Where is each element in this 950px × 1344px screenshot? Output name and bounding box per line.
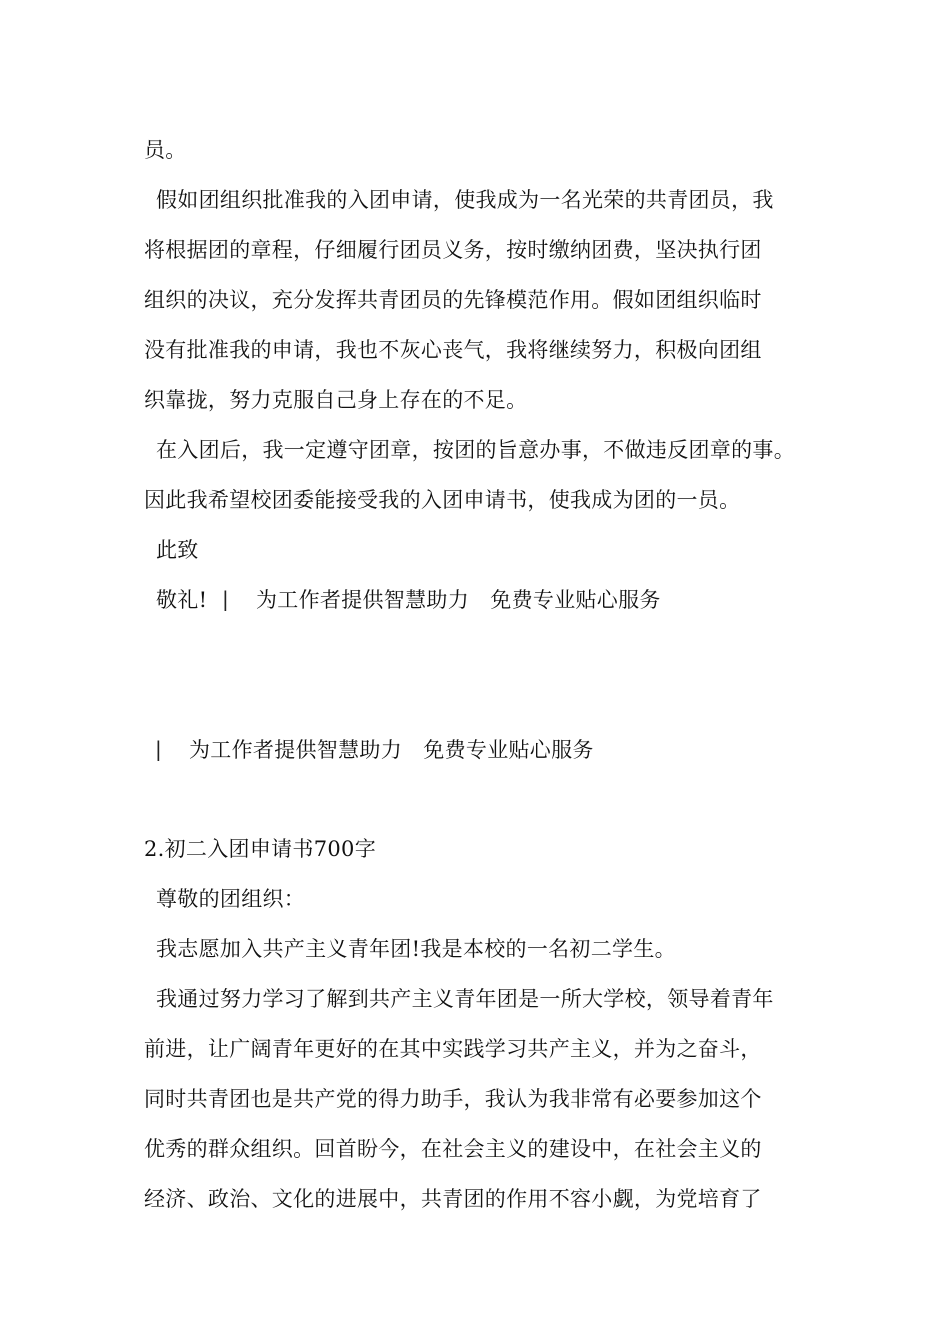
paragraph-line: 员。 xyxy=(144,138,187,162)
paragraph-line: 我志愿加入共产主义青年团!我是本校的一名初二学生。 xyxy=(156,937,676,961)
paragraph-line: 前进，让广阔青年更好的在其中实践学习共产主义，并为之奋斗， xyxy=(144,1037,762,1061)
paragraph-line: 经济、政治、文化的进展中，共青团的作用不容小觑，为党培育了 xyxy=(144,1187,762,1211)
paragraph-line: 同时共青团也是共产党的得力助手，我认为我非常有必要参加这个 xyxy=(144,1087,762,1111)
paragraph-line: 没有批准我的申请，我也不灰心丧气，我将继续努力，积极向团组 xyxy=(144,338,762,362)
closing-salutation: 此致 xyxy=(156,538,199,562)
paragraph-line: 组织的决议，充分发挥共青团员的先锋模范作用。假如团组织临时 xyxy=(144,288,762,312)
paragraph-line: 将根据团的章程，仔细履行团员义务，按时缴纳团费，坚决执行团 xyxy=(144,238,762,262)
banner-separator: | xyxy=(155,737,162,761)
paragraph-line: 我通过努力学习了解到共产主义青年团是一所大学校，领导着青年 xyxy=(156,987,774,1011)
letter-greeting: 尊敬的团组织： xyxy=(156,887,306,911)
section-title: 2.初二入团申请书700字 xyxy=(144,837,377,861)
banner-text: 为工作者提供智慧助力 免费专业贴心服务 xyxy=(189,738,594,762)
banner-text: 为工作者提供智慧助力 免费专业贴心服务 xyxy=(256,588,661,612)
closing-regards: 敬礼! xyxy=(156,588,208,612)
paragraph-line: 优秀的群众组织。回首盼今，在社会主义的建设中，在社会主义的 xyxy=(144,1137,762,1161)
paragraph-line: 在入团后，我一定遵守团章，按团的旨意办事，不做违反团章的事。 xyxy=(156,438,795,462)
paragraph-line: 因此我希望校团委能接受我的入团申请书，使我成为团的一员。 xyxy=(144,488,741,512)
banner-separator: | xyxy=(222,587,229,611)
paragraph-line: 织靠拢，努力克服自己身上存在的不足。 xyxy=(144,388,528,412)
paragraph-line: 假如团组织批准我的入团申请，使我成为一名光荣的共青团员，我 xyxy=(156,188,774,212)
